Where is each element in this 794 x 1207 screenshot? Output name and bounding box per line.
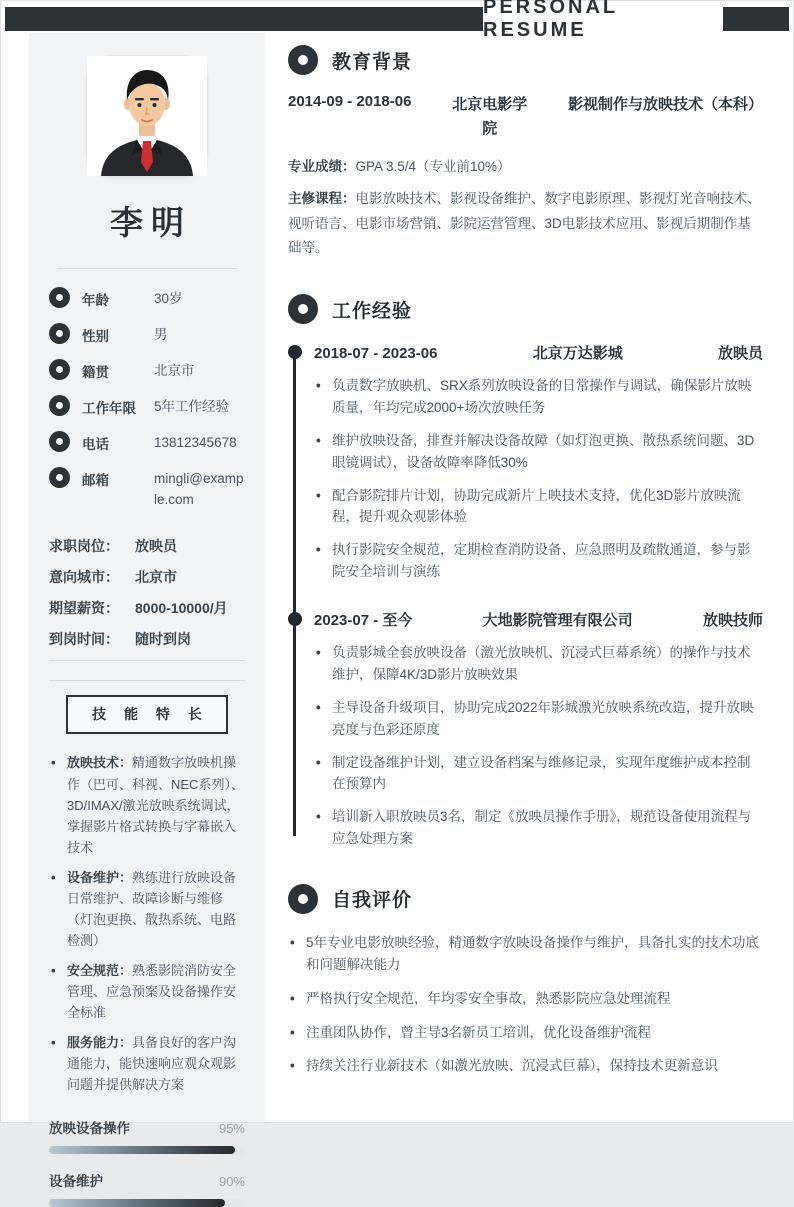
courses-value: 电影放映技术、影视设备维护、数字电影原理、影视灯光音响技术、视听语言、电影市场营销、影院运营管理、3D电影技术应用、影视后期制作基础等。 — [288, 191, 761, 255]
job-bullet: • 执行影院安全规范，定期检查消防设备、应急照明及疏散通道，参与影院安全培训与演练 — [314, 539, 763, 583]
intent-row-city — [49, 567, 245, 587]
skill-bar-percent: 95% — [218, 1121, 245, 1137]
intent-row-salary — [49, 598, 245, 618]
bullet-donut-icon — [49, 359, 70, 380]
detail-value: 30岁 — [154, 291, 183, 306]
detail-row-email — [49, 467, 245, 511]
section-donut-icon — [288, 45, 318, 75]
job-entry-dadi — [314, 609, 763, 850]
section-evaluation — [288, 884, 763, 1077]
skill-item — [49, 960, 245, 1023]
bullet-donut-icon — [49, 467, 70, 488]
bullet-donut-icon — [49, 323, 70, 344]
job-bullet: • 制定设备维护计划，建立设备档案与维修记录，实现年度维护成本控制在预算内 — [314, 752, 763, 796]
detail-value: 男 — [154, 326, 168, 342]
job-company: 北京万达影城 — [532, 345, 623, 363]
detail-label: 籍贯 — [82, 364, 109, 380]
section-education — [288, 45, 763, 260]
detail-value: 北京市 — [154, 362, 195, 378]
intent-row-availability — [49, 629, 245, 649]
personal-details — [49, 287, 245, 510]
evaluation-bullet: • 注重团队协作，曾主导3名新员工培训，优化设备维护流程 — [288, 1022, 763, 1044]
detail-label: 年龄 — [82, 293, 109, 308]
skill-label: 放映技术： — [67, 755, 133, 771]
skill-text: 熟悉影院消防安全管理、应急预案及设备操作安全标准 — [67, 962, 237, 1020]
skill-text: 精通数字放映机操作（巴可、科视、NEC系列）、3D/IMAX/激光放映系统调试，掌握影片格式转换与字幕嵌入技术 — [67, 755, 244, 855]
skill-bars — [49, 1117, 245, 1207]
job-period: 2018-07 - 2023-06 — [314, 345, 438, 363]
skill-text: 熟练进行放映设备日常维护、故障诊断与维修（灯泡更换、散热系统、电路检测） — [67, 869, 237, 948]
skill-label: 服务能力： — [67, 1035, 133, 1051]
education-entry-header — [288, 93, 763, 141]
sidebar-divider — [49, 680, 245, 681]
sidebar — [29, 33, 265, 1190]
education-school: 北京电影学院 — [452, 96, 528, 137]
candidate-name: 李明 — [110, 204, 192, 241]
skill-bar-label: 放映设备操作 — [49, 1121, 130, 1137]
evaluation-bullet: • 严格执行安全规范，年均零安全事故，熟悉影院应急处理流程 — [288, 988, 763, 1010]
gpa-label: 专业成绩： — [288, 159, 356, 174]
section-title: 自我评价 — [332, 890, 413, 912]
intent-value: 北京市 — [135, 569, 177, 586]
skill-bar-percent: 90% — [218, 1174, 245, 1190]
skills-section-title: 技 能 特 长 — [66, 695, 228, 734]
section-donut-icon — [288, 294, 318, 324]
sidebar-divider — [49, 660, 245, 661]
job-bullet: • 负责影城全套放映设备（激光放映机、沉浸式巨幕系统）的操作与技术维护，保障4K/3D影片放映效果 — [314, 642, 763, 686]
timeline-dot-icon — [288, 345, 302, 359]
education-major: 影视制作与放映技术（本科） — [567, 96, 763, 113]
profile-photo — [86, 55, 208, 177]
job-intent — [49, 536, 245, 649]
job-company: 大地影院管理有限公司 — [482, 612, 633, 630]
intent-value: 随时到岗 — [135, 631, 191, 648]
evaluation-bullet: • 持续关注行业新技术（如激光放映、沉浸式巨幕），保持技术更新意识 — [288, 1055, 763, 1077]
detail-value: mingli@example.com — [154, 470, 244, 507]
skill-bar-projection-operation — [49, 1117, 245, 1154]
detail-row-age — [49, 287, 245, 310]
education-gpa — [288, 155, 763, 179]
job-bullet: • 培训新入职放映员3名，制定《放映员操作手册》，规范设备使用流程与应急处理方案 — [314, 806, 763, 850]
avatar-illustration — [87, 56, 207, 176]
detail-row-phone — [49, 431, 245, 454]
header-banner-title: PERSONAL RESUME — [483, 1, 723, 37]
skill-item — [49, 1032, 245, 1095]
intent-label: 意向城市： — [49, 569, 119, 586]
detail-row-hometown — [49, 359, 245, 382]
job-bullet-list — [314, 375, 763, 583]
intent-row-position — [49, 536, 245, 556]
job-bullet: • 维护放映设备，排查并解决设备故障（如灯泡更换、散热系统问题、3D眼镜调试），设备故障率降低30% — [314, 430, 763, 474]
detail-row-gender — [49, 323, 245, 346]
intent-value: 8000-10000/月 — [135, 600, 228, 617]
bullet-donut-icon — [49, 287, 70, 308]
intent-value: 放映员 — [135, 538, 177, 555]
skill-bar-track — [49, 1199, 245, 1207]
skills-list — [49, 752, 245, 1095]
job-entry-wanda — [314, 342, 763, 583]
skill-bar-fill — [49, 1199, 225, 1207]
job-bullet-list — [314, 642, 763, 850]
job-role: 放映技师 — [702, 612, 763, 630]
job-bullet: • 主导设备升级项目，协助完成2022年影城激光放映系统改造，提升放映亮度与色彩还原度 — [314, 697, 763, 741]
skill-bar-label: 设备维护 — [49, 1174, 103, 1190]
evaluation-bullet: • 5年专业电影放映经验，精通数字放映设备操作与维护，具备扎实的技术功底和问题解决能力 — [288, 932, 763, 976]
courses-label: 主修课程： — [288, 191, 356, 207]
skill-item — [49, 867, 245, 951]
skill-label: 安全规范： — [67, 962, 133, 978]
detail-value: 5年工作经验 — [154, 398, 230, 414]
section-title: 教育背景 — [332, 51, 413, 73]
intent-label: 到岗时间： — [49, 631, 119, 648]
gpa-value: GPA 3.5/4（专业前10%） — [355, 159, 511, 174]
skill-bar-track — [49, 1146, 245, 1154]
section-donut-icon — [288, 884, 318, 914]
skill-text: 具备良好的客户沟通能力，能快速响应观众观影问题并提供解决方案 — [67, 1035, 237, 1093]
section-experience — [288, 294, 763, 850]
detail-value: 13812345678 — [154, 434, 237, 450]
skill-bar-fill — [49, 1146, 235, 1154]
detail-label: 电话 — [82, 436, 109, 452]
job-role: 放映员 — [717, 345, 763, 363]
experience-timeline — [288, 342, 763, 850]
detail-label: 邮箱 — [82, 472, 109, 488]
sidebar-divider — [57, 268, 237, 269]
education-courses — [288, 187, 763, 260]
intent-label: 求职岗位： — [49, 538, 119, 555]
job-period: 2023-07 - 至今 — [314, 612, 413, 630]
job-bullet: • 配合影院排片计划，协助完成新片上映技术支持，优化3D影片放映流程，提升观众观影体验 — [314, 485, 763, 529]
skill-bar-equipment-maintenance — [49, 1170, 245, 1207]
evaluation-bullet-list — [288, 932, 763, 1077]
section-title: 工作经验 — [332, 300, 413, 322]
detail-label: 性别 — [82, 328, 109, 344]
job-bullet: • 负责数字放映机、SRX系列放映设备的日常操作与调试，确保影片放映质量，年均完成2000+场次放映任务 — [314, 375, 763, 419]
detail-label: 工作年限 — [82, 400, 136, 416]
bullet-donut-icon — [49, 395, 70, 416]
detail-row-experience-years — [49, 395, 245, 418]
intent-label: 期望薪资： — [49, 600, 119, 617]
timeline-dot-icon — [288, 612, 302, 626]
bullet-donut-icon — [49, 431, 70, 452]
skill-label: 设备维护： — [67, 869, 133, 885]
main-content — [288, 45, 763, 1111]
skill-item — [49, 752, 245, 857]
education-period: 2014-09 - 2018-06 — [288, 93, 412, 110]
